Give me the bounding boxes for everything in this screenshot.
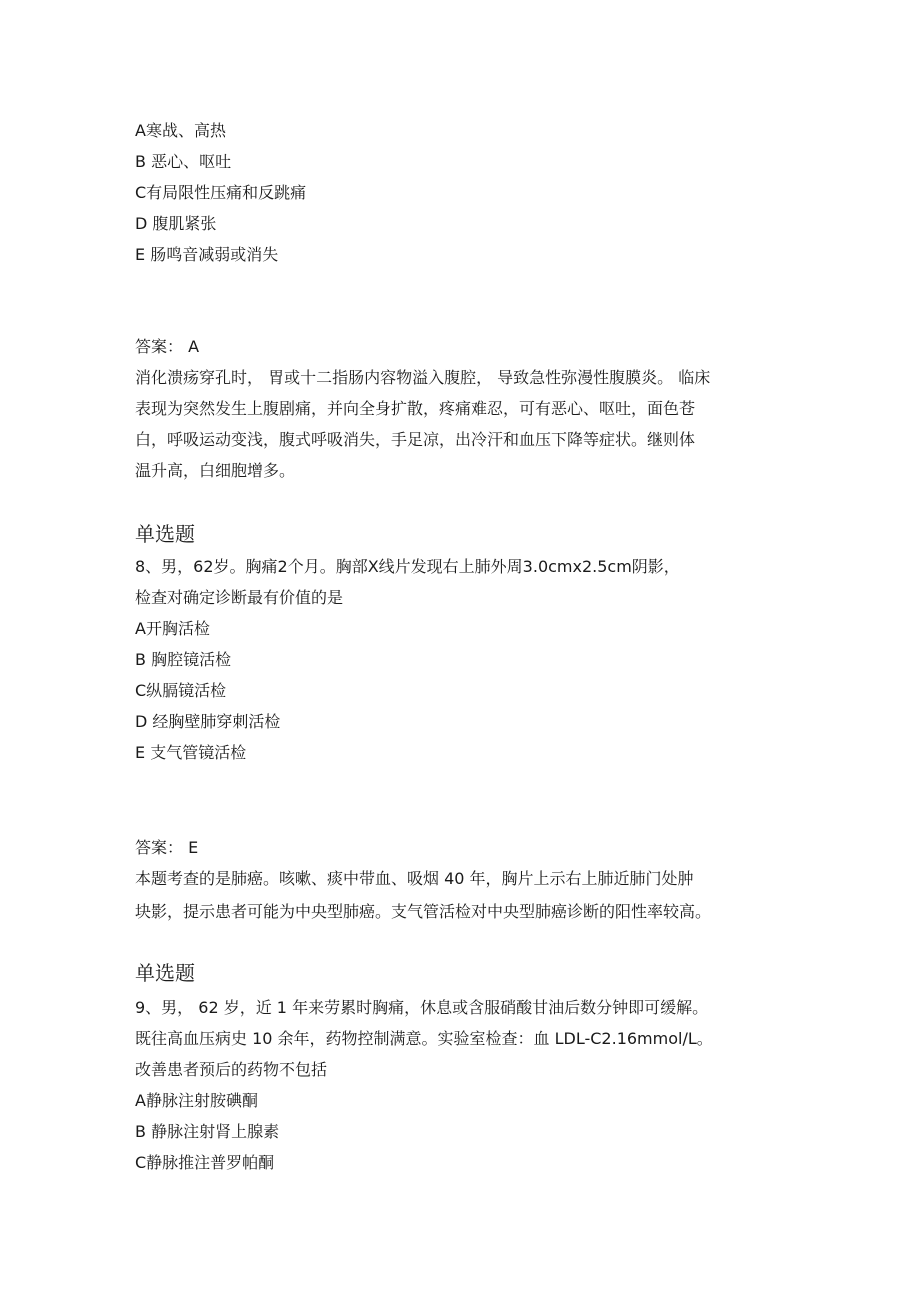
q7-option-e: E 肠鸣音减弱或消失 xyxy=(135,245,279,264)
q8-stem-line: 检查对确定诊断最有价值的是 xyxy=(135,588,344,607)
q8-option-b: B 胸腔镜活检 xyxy=(135,650,232,669)
q7-explanation-line: 表现为突然发生上腹剧痛，并向全身扩散，疼痛难忍，可有恶心、呕吐，面色苍 xyxy=(135,399,696,418)
q7-option-d: D 腹肌紧张 xyxy=(135,214,217,233)
q8-explanation-line: 块影，提示患者可能为中央型肺癌。支气管活检对中央型肺癌诊断的阳性率较高。 xyxy=(135,902,712,921)
q7-option-a: A寒战、高热 xyxy=(135,121,226,140)
q8-explanation-line: 本题考查的是肺癌。咳嗽、痰中带血、吸烟 40 年，胸片上示右上肺近肺门处肿 xyxy=(135,869,694,888)
q7-explanation-line: 消化溃疡穿孔时， 胃或十二指肠内容物溢入腹腔， 导致急性弥漫性腹膜炎。 临床 xyxy=(135,368,711,387)
q9-stem-line: 既往高血压病史 10 余年，药物控制满意。实验室检查：血 LDL-C2.16mmol/L。 xyxy=(135,1029,713,1048)
q8-stem-line: 8、男，62岁。胸痛2个月。胸部X线片发现右上肺外周3.0cmx2.5cm阴影， xyxy=(135,557,680,576)
q8-answer: 答案： E xyxy=(135,838,199,857)
q8-option-e: E 支气管镜活检 xyxy=(135,743,247,762)
q8-option-c: C纵膈镜活检 xyxy=(135,681,227,700)
q7-answer: 答案： A xyxy=(135,337,200,356)
q7-explanation-line: 温升高，白细胞增多。 xyxy=(135,461,296,480)
q8-option-a: A开胸活检 xyxy=(135,619,210,638)
q9-stem-line: 改善患者预后的药物不包括 xyxy=(135,1060,328,1079)
q9-stem-line: 9、男， 62 岁，近 1 年来劳累时胸痛，休息或含服硝酸甘油后数分钟即可缓解。 xyxy=(135,998,709,1017)
q8-section-heading: 单选题 xyxy=(135,522,195,546)
q7-explanation-line: 白，呼吸运动变浅，腹式呼吸消失，手足凉，出冷汗和血压下降等症状。继则体 xyxy=(135,430,696,449)
q7-option-c: C有局限性压痛和反跳痛 xyxy=(135,183,307,202)
q8-option-d: D 经胸壁肺穿刺活检 xyxy=(135,712,281,731)
q7-option-b: B 恶心、呕吐 xyxy=(135,152,232,171)
q9-section-heading: 单选题 xyxy=(135,961,195,985)
q9-option-b: B 静脉注射肾上腺素 xyxy=(135,1122,280,1141)
q9-option-c: C静脉推注普罗帕酮 xyxy=(135,1153,275,1172)
q9-option-a: A静脉注射胺碘酮 xyxy=(135,1091,258,1110)
